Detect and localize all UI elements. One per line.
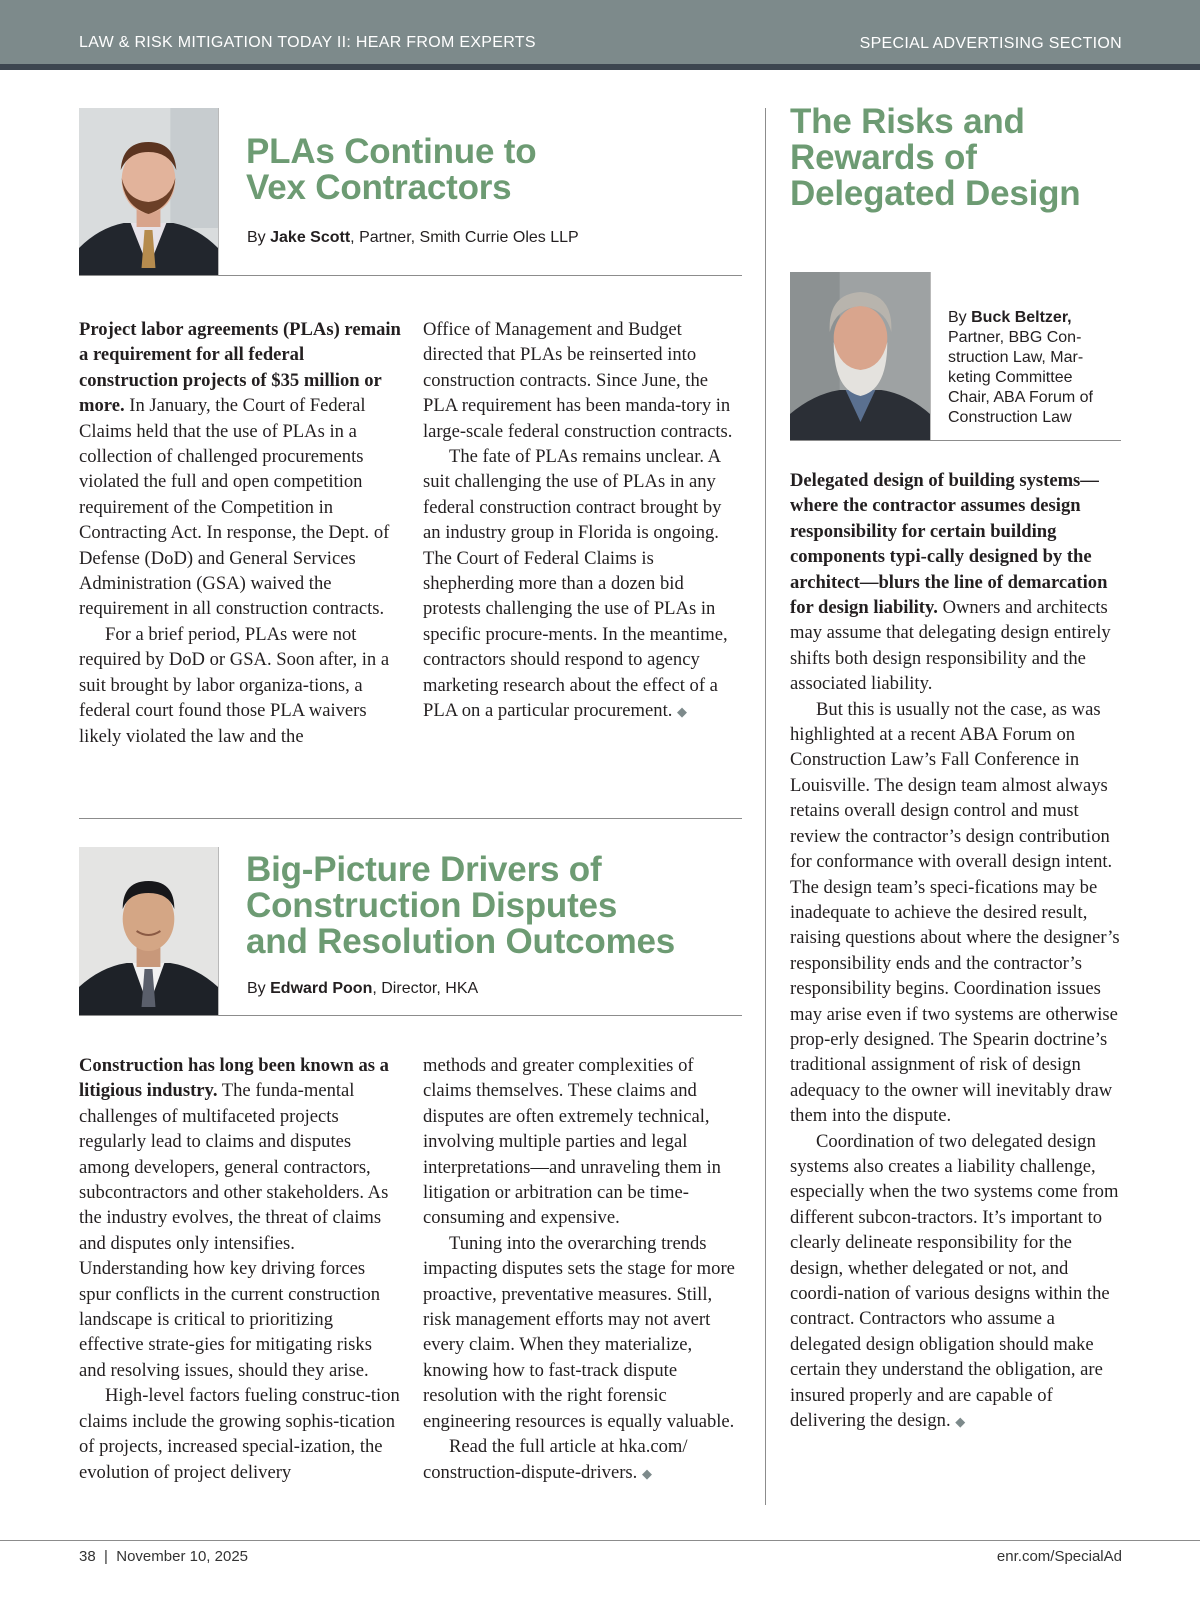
advertising-label: SPECIAL ADVERTISING SECTION: [859, 35, 1122, 52]
author-photo-edward-poon: [79, 847, 219, 1015]
article1-title-line2: Vex Contractors: [246, 168, 512, 207]
page-info: 38 | November 10, 2025: [79, 1548, 248, 1565]
article2-lead: Construction has long been known as a litigious industry.: [79, 1055, 389, 1102]
end-mark-icon: ◆: [641, 1465, 652, 1481]
article2-title-line3: and Resolution Outcomes: [246, 922, 676, 961]
article2-author: Edward Poon: [270, 980, 373, 997]
article3-title-line3: Delegated Design: [790, 174, 1081, 213]
article2-title: [246, 852, 675, 960]
footer-rule: [0, 1540, 1200, 1541]
section-title: LAW & RISK MITIGATION TODAY II: HEAR FROM EXPERTS: [79, 34, 536, 51]
end-mark-icon: ◆: [677, 704, 688, 720]
article2-title-line1: Big-Picture Drivers of: [246, 850, 602, 889]
author-photo-buck-beltzer: [790, 272, 931, 440]
article1-title: [246, 134, 536, 206]
article3-title-line2: Rewards of: [790, 138, 977, 177]
column-divider: [765, 108, 766, 1505]
article2-column-2: methods and greater complexities of claims themselves. These claims and disputes are often extremely technical, involving multiple parties and legal interpretations—and unraveling them in litigation or arbitration can be time-consuming and expensive. Tuning into the overarching trends impacting disputes sets the stage for more proactive, preventative measures. Still, risk management efforts may not avert every claim. When they materialize, knowing how to fast-track dispute resolution with the right forensic engineering resources is equally valuable. Read the full article at hka.com/ construction-dispute-drivers. ◆: [423, 1055, 735, 1483]
article3-title: [790, 104, 1081, 212]
article1-byline: By Jake Scott, Partner, Smith Currie Oles LLP: [247, 229, 579, 246]
article3-column: Delegated design of building systems—where the contractor assumes design responsibility for certain building components typi-cally designed by the architect—blurs the line of demarcation for design liability. Owners and architects may assume that delegating design entirely shifts both design responsibility and the associated liability. But this is usually not the case, as was highlighted at a recent ABA Forum on Construction Law’s Fall Conference in Louisville. The design team almost always retains overall design control and must review the contractor’s design contribution for conformance with overall design intent. The design team’s speci-fications may be inadequate to achieve the desired result, raising questions about where the designer’s responsibility ends and the contractor’s responsibility begins. Coordination issues may arise even if two systems are otherwise prop-erly designed. The Spearin doctrine’s traditional assignment of risk of design adequacy to the owner will inevitably draw them into the dispute. Coordination of two delegated design systems also creates a liability challenge, especially when the two systems come from different subcon-tractors. It’s important to clearly delineate responsibility for the design, whether delegated or not, and coordi-nation of various designs within the contract. Contractors who assume a delegated design obligation should make certain they understand the obligation, are insured properly and are capable of delivering the design. ◆: [790, 470, 1120, 1432]
article1-column-1: Project labor agreements (PLAs) remain a requirement for all federal construction projects of $35 million or more. In January, the Court of Federal Claims held that the use of PLAs in a collection of challenged procurements violated the full and open competition requirement of the Competition in Contracting Act. In response, the Dept. of Defense (DoD) and General Services Administration (GSA) waived the requirement in all construction contracts. For a brief period, PLAs were not required by DoD or GSA. Soon after, in a suit brought by labor organiza-tions, a federal court found those PLA waivers likely violated the law and the: [79, 319, 401, 747]
article3-title-line1: The Risks and: [790, 102, 1025, 141]
article2-title-line2: Construction Disputes: [246, 886, 618, 925]
article2-header-rule: [79, 1015, 742, 1016]
article1-title-line1: PLAs Continue to: [246, 132, 537, 171]
article3-author: Buck Beltzer,: [971, 309, 1072, 326]
article2-column-1: Construction has long been known as a litigious industry. The funda-mental challenges of multifaceted projects regularly lead to claims and disputes among developers, general contractors, subcontractors and other stakeholders. As the industry evolves, the threat of claims and disputes only intensifies. Understanding how key driving forces spur conflicts in the current construction landscape is critical to prioritizing effective strate-gies for mitigating risks and resolving issues, should they arise. High-level factors fueling construc-tion claims include the growing sophis-tication of projects, increased special-ization, the evolution of project delivery: [79, 1055, 400, 1483]
header-rule: [0, 64, 1200, 70]
article3-header-rule: [790, 440, 1121, 441]
article-divider: [79, 818, 742, 819]
article1-column-2: Office of Management and Budget directed that PLAs be reinserted into construction contracts. Since June, the PLA requirement has been manda-tory in large-scale federal construction contracts. The fate of PLAs remains unclear. A suit challenging the use of PLAs in any federal construction contract brought by an industry group in Florida is ongoing. The Court of Federal Claims is shepherding more than a dozen bid protests challenging the use of PLAs in specific procure-ments. In the meantime, contractors should respond to agency marketing research about the effect of a PLA on a particular procurement. ◆: [423, 319, 733, 722]
article1-lead: Project labor agreements (PLAs) remain a requirement for all federal construction projects of $35 million or more.: [79, 319, 401, 417]
article1-author: Jake Scott: [270, 229, 351, 246]
article2-byline: By Edward Poon, Director, HKA: [247, 980, 479, 997]
author-photo-jake-scott: [79, 108, 219, 275]
section-header-bar: [0, 0, 1200, 64]
article1-header-rule: [79, 275, 742, 276]
article3-byline: By Buck Beltzer, Partner, BBG Con- struction Law, Mar- keting Committee Chair, ABA Forum of Construction Law: [948, 309, 1093, 426]
site-url: enr.com/SpecialAd: [996, 1548, 1122, 1565]
article3-lead: Delegated design of building systems—where the contractor assumes design responsibility for certain building components typi-cally designed by the architect—blurs the line of demarcation for design liability.: [790, 470, 1108, 619]
end-mark-icon: ◆: [955, 1414, 966, 1430]
